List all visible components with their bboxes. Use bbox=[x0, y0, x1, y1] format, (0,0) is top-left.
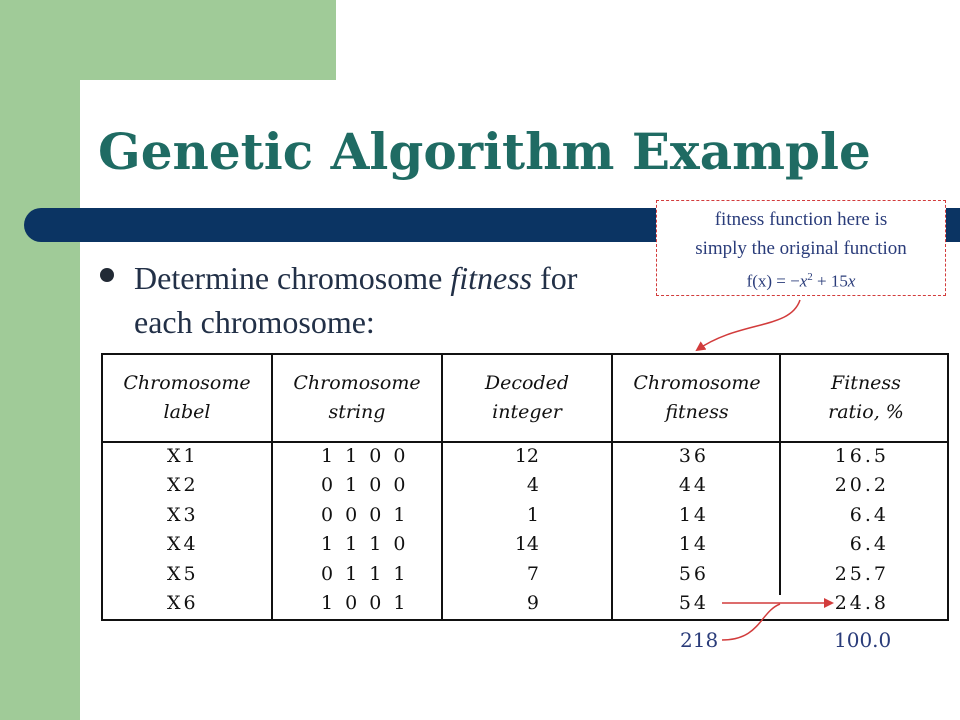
bullet-text bbox=[134, 256, 654, 344]
chromosome-string: 1 0 0 1 bbox=[321, 592, 409, 614]
chromosome-label: X2 bbox=[167, 474, 199, 497]
chromosome-string: 1 1 0 0 bbox=[321, 445, 409, 467]
decoded-integer: 1 bbox=[526, 503, 539, 526]
table-header-text: Decoded bbox=[484, 372, 570, 394]
chromosome-label: X1 bbox=[167, 445, 199, 467]
chromosome-label: X5 bbox=[167, 562, 199, 585]
fitness-ratio: 6.4 bbox=[849, 503, 889, 526]
chromosome-string: 0 1 0 0 bbox=[321, 474, 409, 497]
fitness-ratio: 6.4 bbox=[849, 533, 889, 556]
slide-title: Genetic Algorithm Example bbox=[98, 122, 871, 181]
chromosome-string: 0 1 1 1 bbox=[321, 562, 409, 585]
table-header-cell bbox=[613, 369, 781, 427]
fitness-ratio: 25.7 bbox=[834, 562, 889, 585]
chromosome-label: X6 bbox=[167, 592, 199, 614]
table-header-text: Chromosome bbox=[293, 372, 421, 394]
callout-formula: $f(x) = -x^2 + 15x$ bbox=[746, 271, 856, 291]
table-header-cell bbox=[783, 369, 949, 427]
background-green-block bbox=[0, 0, 336, 80]
bullet-line-1: Determine chromosome fitness for bbox=[134, 260, 578, 296]
table-header-text: label bbox=[163, 401, 211, 423]
callout-line-2: simply the original function bbox=[695, 238, 907, 259]
callout-line-1: fitness function here is bbox=[714, 209, 888, 230]
fitness-ratio: 16.5 bbox=[834, 445, 889, 467]
chromosome-label: X3 bbox=[167, 503, 199, 526]
table-header-text: Fitness bbox=[831, 372, 901, 394]
total-fitness: 218 bbox=[680, 628, 719, 652]
chromosome-string: 1 1 1 0 bbox=[321, 533, 409, 556]
decoded-integer: 4 bbox=[526, 474, 539, 497]
table-header-cell bbox=[103, 369, 271, 427]
table-header-text: Chromosome bbox=[123, 372, 251, 394]
chromosome-label: X4 bbox=[167, 533, 199, 556]
chromosome-fitness: 56 bbox=[678, 562, 709, 585]
decoded-integer: 14 bbox=[514, 533, 539, 556]
table-header-text: ratio, % bbox=[828, 401, 904, 423]
table-header-text: string bbox=[328, 401, 386, 423]
fitness-ratio: 20.2 bbox=[834, 474, 889, 497]
background-green-strip bbox=[0, 0, 80, 720]
chromosome-fitness: 44 bbox=[678, 474, 709, 497]
decoded-integer: 7 bbox=[526, 562, 539, 585]
bullet-line-2: each chromosome: bbox=[134, 304, 375, 340]
chromosome-string: 0 0 0 1 bbox=[321, 503, 409, 526]
bullet-dot bbox=[100, 268, 114, 282]
table-header-cell bbox=[443, 369, 611, 427]
table-header-text: integer bbox=[492, 401, 562, 423]
table-header-text: fitness bbox=[665, 401, 729, 423]
chromosome-fitness: 54 bbox=[678, 592, 709, 614]
decoded-integer: 12 bbox=[514, 445, 539, 467]
table-header-divider bbox=[103, 441, 947, 443]
chromosome-fitness: 14 bbox=[678, 503, 709, 526]
fitness-table bbox=[101, 353, 949, 621]
total-fitness-ratio: 100.0 bbox=[834, 628, 892, 652]
table-header-cell bbox=[273, 369, 441, 427]
table-header-text: Chromosome bbox=[633, 372, 761, 394]
chromosome-fitness: 36 bbox=[678, 445, 709, 467]
decoded-integer: 9 bbox=[526, 592, 539, 614]
chromosome-fitness: 14 bbox=[678, 533, 709, 556]
fitness-function-callout bbox=[656, 200, 946, 296]
fitness-ratio: 24.8 bbox=[834, 592, 889, 614]
